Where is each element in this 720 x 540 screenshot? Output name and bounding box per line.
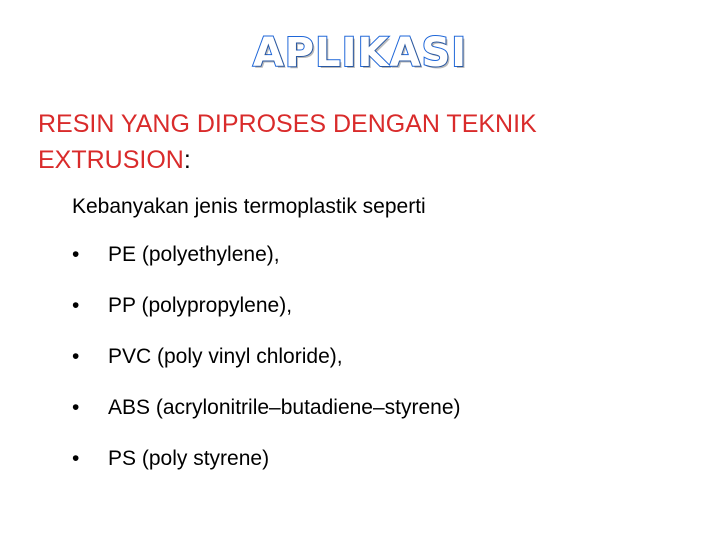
section-heading-text: RESIN YANG DIPROSES DENGAN TEKNIK EXTRUSION (38, 110, 537, 174)
list-item-text: PS (poly styrene) (108, 447, 270, 470)
bullet-icon: • (72, 294, 80, 317)
list-item (72, 447, 461, 498)
list-item (72, 396, 461, 447)
list-item (72, 243, 461, 294)
bullet-icon: • (72, 396, 80, 419)
bullet-icon: • (72, 345, 80, 368)
list-item (72, 345, 461, 396)
list-item-text: PVC (poly vinyl chloride), (108, 345, 343, 368)
section-heading (38, 106, 658, 178)
section-heading-colon: : (183, 146, 191, 174)
resin-list (72, 243, 461, 498)
bullet-icon: • (72, 243, 80, 266)
bullet-icon: • (72, 447, 80, 470)
list-item-text: ABS (acrylonitrile–butadiene–styrene) (108, 396, 461, 419)
intro-text: Kebanyakan jenis termoplastik seperti (72, 195, 426, 218)
list-item-text: PP (polypropylene), (108, 294, 293, 317)
list-item-text: PE (polyethylene), (108, 243, 280, 266)
slide-title: APLIKASI (252, 30, 468, 76)
list-item (72, 294, 461, 345)
